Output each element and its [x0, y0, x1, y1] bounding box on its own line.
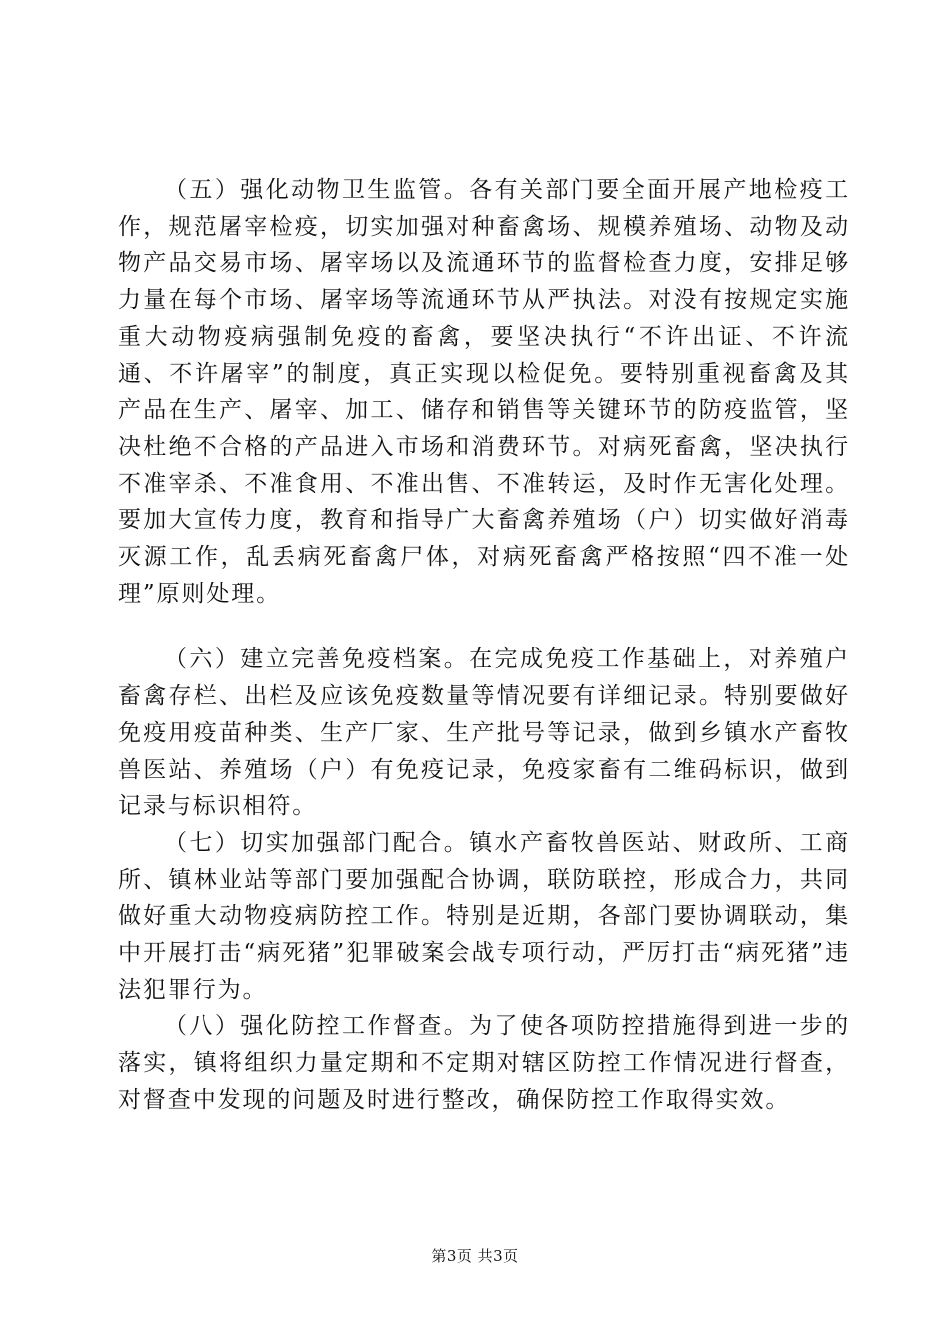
paragraph-5: （五）强化动物卫生监管。各有关部门要全面开展产地检疫工作，规范屠宰检疫，切实加强对种畜禽场、规模养殖场、动物及动物产品交易市场、屠宰场以及流通环节的监督检查力度，安排足够力量在每个市场、屠宰场等流通环节从严执法。对没有按规定实施重大动物疫病强制免疫的畜禽，要坚决执行“不许出证、不许流通、不许屠宰”的制度，真正实现以检促免。要特别重视畜禽及其产品在生产、屠宰、加工、储存和销售等关键环节的防疫监管，坚决杜绝不合格的产品进入市场和消费环节。对病死畜禽，坚决执行不准宰杀、不准食用、不准出售、不准转运，及时作无害化处理。要加大宣传力度，教育和指导广大畜禽养殖场（户）切实做好消毒灭源工作，乱丢病死畜禽尸体，对病死畜禽严格按照“四不准一处理”原则处理。 — [118, 177, 850, 607]
paragraph-7: （七）切实加强部门配合。镇水产畜牧兽医站、财政所、工商所、镇林业站等部门要加强配合协调，联防联控，形成合力，共同做好重大动物疫病防控工作。特别是近期，各部门要协调联动，集中开展打击“病死猪”犯罪破案会战专项行动，严厉打击“病死猪”违法犯罪行为。 — [118, 829, 850, 1003]
page-footer: 第3页 共3页 — [431, 1247, 519, 1265]
document-body — [118, 172, 850, 1119]
paragraph-6: （六）建立完善免疫档案。在完成免疫工作基础上，对养殖户畜禽存栏、出栏及应该免疫数量等情况要有详细记录。特别要做好免疫用疫苗种类、生产厂家、生产批号等记录，做到乡镇水产畜牧兽医站、养殖场（户）有免疫记录，免疫家畜有二维码标识，做到记录与标识相符。 — [118, 646, 850, 820]
paragraph-8: （八）强化防控工作督查。为了使各项防控措施得到进一步的落实，镇将组织力量定期和不定期对辖区防控工作情况进行督查，对督查中发现的问题及时进行整改，确保防控工作取得实效。 — [118, 1013, 850, 1113]
